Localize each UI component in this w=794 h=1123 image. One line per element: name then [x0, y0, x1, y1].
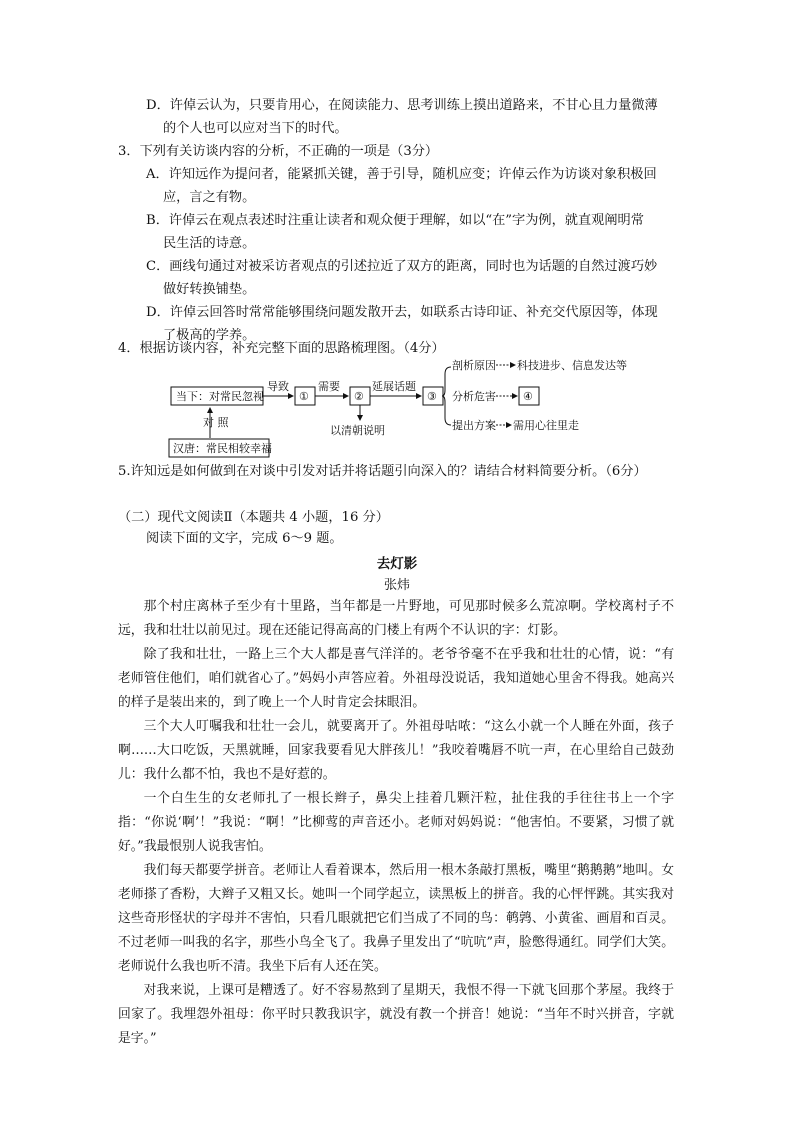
q3-option-a-line1: A．许知远作为提问者，能紧抓关键，善于引导，随机应变；许倬云作为访谈对象积极回 [146, 167, 657, 182]
blank-1-label: ① [299, 390, 309, 403]
article-author: 张炜 [383, 578, 410, 593]
box-hantang-text: 汉唐：常民相较幸福 [173, 442, 272, 455]
q3-option-d-line2: 了极高的学养。 [163, 328, 256, 343]
label-lead-to: 导致 [267, 380, 289, 393]
branch-3-result: 需用心往里走 [513, 419, 579, 432]
paragraph: 那个村庄离林子至少有十里路，当年都是一片野地，可见那时候多么荒凉啊。学校离村子不远，我和壮壮以前见过。现在还能记得高高的门楼上有两个不认识的字：灯影。 [118, 599, 674, 638]
label-contrast: 对 照 [203, 416, 229, 429]
label-need: 需要 [318, 380, 340, 393]
branch-1-result: 科技进步、信息发达等 [517, 359, 627, 372]
paragraph: 我们每天都要学拼音。老师让人看着课本，然后用一根木条敲打黑板，嘴里“鹅鹅鹅”地叫。女老师搽了香粉，大辫子又粗又长。她叫一个同学起立，读黑板上的拼音。我的心怦怦跳。其实我对这些奇形怪状的字母并不害怕，只看几眼就把它们当成了不同的鸟：鹌鹑、小黄雀、画眉和百灵。不过老师一叫我的名字，那些小鸟全飞了。我鼻子里发出了“吭吭”声，脸憋得通红。同学们大笑。老师说什么我也听不清。我坐下后有人还在笑。 [118, 863, 674, 974]
q2-option-d-line1: D．许倬云认为，只要肯用心，在阅读能力、思考训练上摸出道路来，不甘心且力量微薄 [146, 98, 658, 113]
thinking-diagram [165, 354, 645, 460]
article-title: 去灯影 [376, 556, 418, 572]
blank-3-label: ③ [427, 390, 437, 403]
label-explain: 以清朝说明 [330, 424, 385, 437]
branch-brace [442, 367, 451, 425]
q4-stem: 4．根据访谈内容，补充完整下面的思路梳理图。（4分） [118, 341, 445, 356]
paragraph: 一个白生生的女老师扎了一根长辫子，鼻尖上挂着几颗汗粒，扯住我的手往往书上一个字指：“你说‘啊’！”我说：“啊！”比柳莺的声音还小。老师对妈妈说：“他害怕。不要紧，习惯了就好。”我最恨别人说我害怕。 [118, 791, 674, 854]
paragraph: 除了我和壮壮，一路上三个大人都是喜气洋洋的。老爷爷毫不在乎我和壮壮的心情，说：“有老师管住他们，咱们就省心了。”妈妈小声答应着。外祖母没说话，我知道她心里舍不得我。她高兴的样子是装出来的，到了晚上一个人时肯定会抹眼泪。 [118, 647, 674, 710]
paragraph: 三个大人叮嘱我和壮壮一会儿，就要离开了。外祖母咕哝：“这么小就一个人睡在外面，孩子啊……大口吃饭，天黑就睡，回家我要看见大胖孩儿！”我咬着嘴唇不吭一声，在心里给自己鼓劲儿：我什么都不怕，我也不是好惹的。 [118, 719, 674, 782]
q3-option-b-line2: 民生活的诗意。 [163, 236, 256, 251]
branch-2-label: 分析危害 [452, 390, 496, 403]
blank-4-label: ④ [523, 390, 533, 403]
section-instruction: 阅读下面的文字，完成 6～9 题。 [146, 531, 343, 546]
q3-option-d-line1: D．许倬云回答时常常能够围绕问题发散开去，如联系古诗印证、补充交代原因等，体现 [146, 305, 658, 320]
q3-option-a-line2: 应，言之有物。 [163, 190, 256, 205]
paragraph: 对我来说，上课可是糟透了。好不容易熬到了星期天，我恨不得一下就飞回那个茅屋。我终于回家了。我埋怨外祖母：你平时只教我识字，就没有教一个拼音！她说：“当年不时兴拼音，字就是字。” [118, 983, 674, 1046]
box-now-text: 当下：对常民忽视 [176, 390, 264, 403]
q5-stem: 5.许知远是如何做到在对谈中引发对话并将话题引向深入的？请结合材料简要分析。（6分） [118, 464, 647, 479]
q3-option-c-line1: C．画线句通过对被采访者观点的引述拉近了双方的距离，同时也为话题的自然过渡巧妙 [146, 259, 658, 274]
section-heading: （二）现代文阅读Ⅱ（本题共 4 小题，16 分） [118, 510, 389, 525]
label-extend: 延展话题 [372, 380, 416, 393]
branch-1-label: 剖析原因 [452, 359, 496, 372]
blank-2-label: ② [354, 390, 364, 403]
branch-3-label: 提出方案 [452, 419, 496, 432]
q2-option-d-line2: 的个人也可以应对当下的时代。 [163, 121, 348, 136]
article-body [118, 595, 674, 1051]
q3-stem: 3．下列有关访谈内容的分析，不正确的一项是（3分） [118, 144, 439, 159]
q3-option-b-line1: B．许倬云在观点表述时注重让读者和观众便于理解，如以“在”字为例，就直观阐明常 [146, 213, 644, 228]
q3-option-c-line2: 做好转换铺垫。 [163, 282, 256, 297]
